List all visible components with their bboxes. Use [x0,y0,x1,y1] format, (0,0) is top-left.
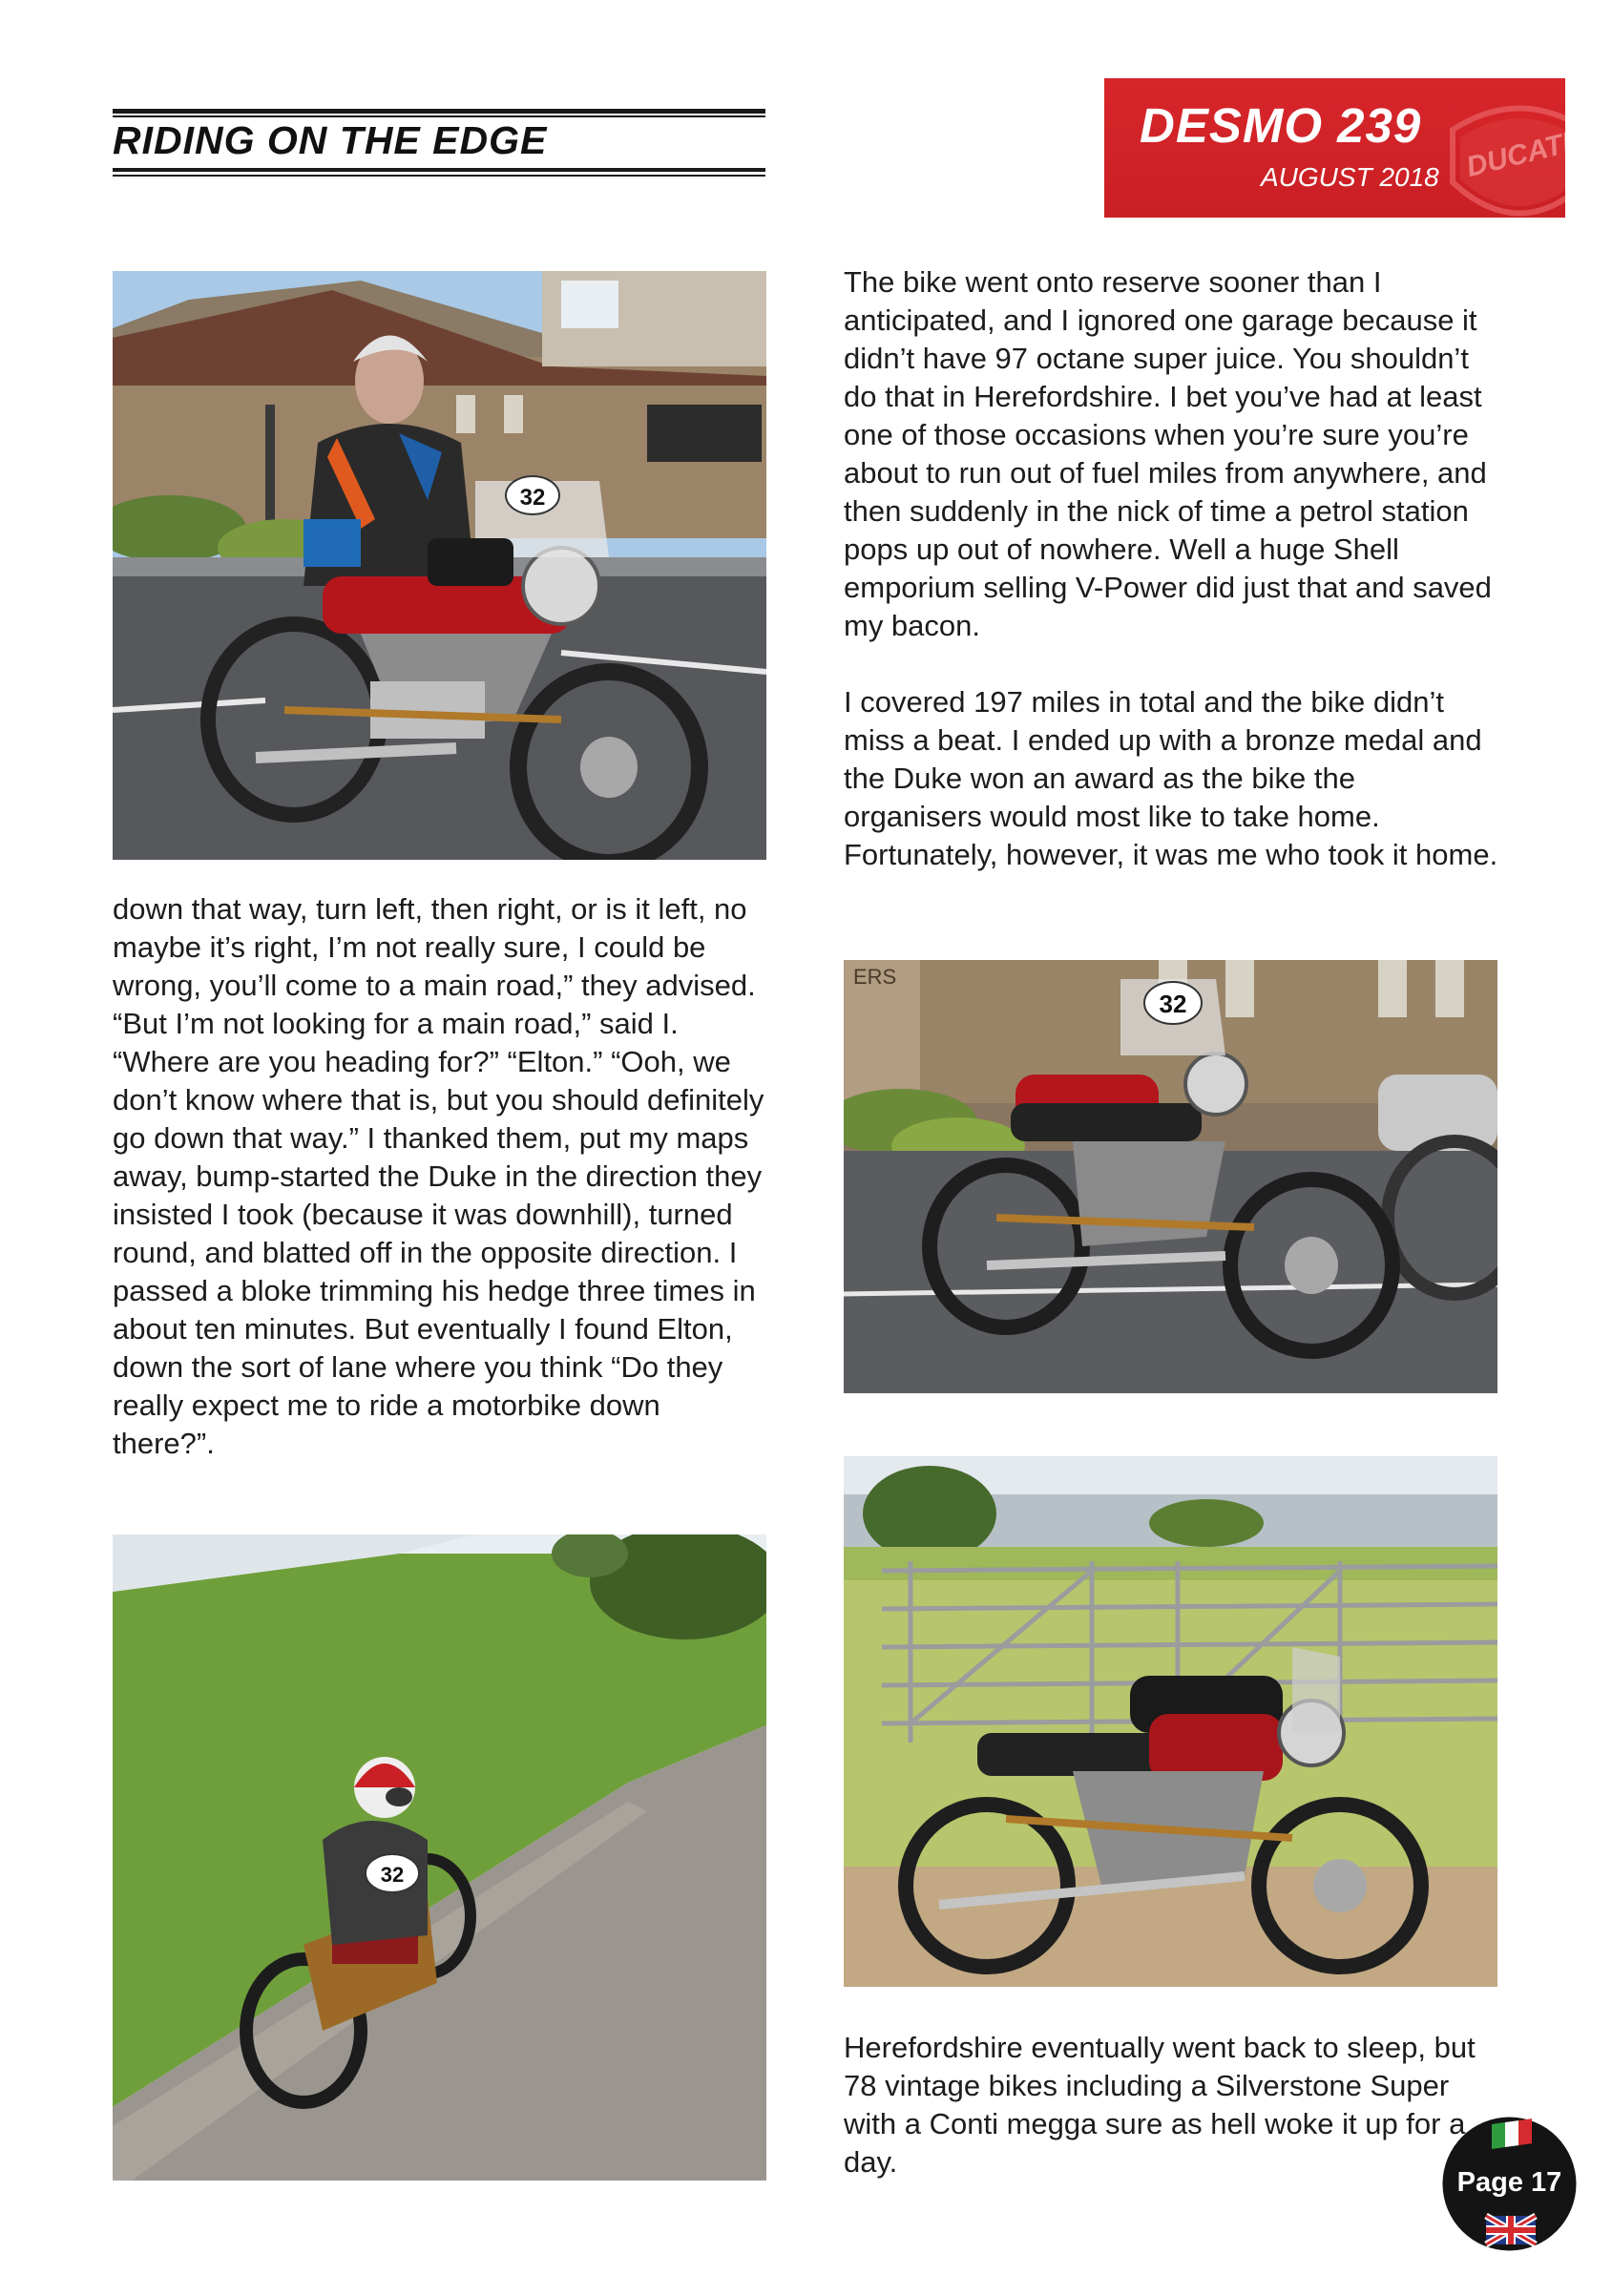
left-paragraph: down that way, turn left, then right, or is it left, no maybe it’s right, I’m not really sure, I could be wrong, you’ll come to a main road,” they advised. “But I’m not looking for a main road,” said I. “Where are you heading for?” “Elton.” “Ooh, we don’t know where that is, but you should definitely go down that way.” I thanked them, put my maps away, bump-started the Duke in the direction they insisted I took (because it was downhill), turned round, and blatted off in the opposite direction. I passed a bloke trimming his hedge three times in about ten minutes. But eventually I found Elton, down the sort of lane where you think “Do they really expect me to ride a motorbike down there?”. [113,892,764,1460]
header-rule-top-thin [113,115,765,117]
header-rule-bottom-thin [113,175,765,177]
photo-gate-bike [844,1456,1497,1987]
race-number-plate: 32 [1159,990,1187,1018]
ducati-shield-logo [1443,92,1575,218]
closing-text: Herefordshire eventually went back to sleep, but 78 vintage bikes including a Silverstone Super with a Conti megga sure as hell woke it up for a day. [844,2031,1476,2179]
uk-flag-icon [1486,2216,1536,2244]
page-number-label: Page 17 [1456,2167,1562,2198]
page-badge [1442,2117,1577,2251]
right-column-text [844,263,1498,874]
masthead [1104,78,1575,218]
magazine-title: DESMO 239 [1140,98,1422,153]
race-number-plate: 32 [380,1863,405,1887]
section-title: RIDING ON THE EDGE [113,118,548,162]
race-number-plate: 32 [519,485,546,511]
ducati-logo-text: DUCATI [1463,127,1575,184]
photo-rider-with-bike [113,271,766,860]
header-rule-top-thick [113,109,765,114]
closing-paragraph [844,2029,1498,2181]
photo-parked-bike [844,960,1497,1393]
right-paragraph: I covered 197 miles in total and the bike didn’t miss a beat. I ended up with a bronze medal and the Duke won an award as the bike the organisers would most like to take home. Fortunately, however, it was me who took it home. [844,685,1498,871]
left-column-text [113,890,767,1463]
issue-date: AUGUST 2018 [1261,162,1439,192]
building-sign-text: ERS [853,965,897,989]
header-rule-bottom-thick [113,168,765,172]
right-paragraph: The bike went onto reserve sooner than I anticipated, and I ignored one garage because it didn’t have 97 octane super juice. You shouldn’t do that in Herefordshire. I bet you’ve had at least one of those occasions when you’re sure you’re about to run out of fuel miles from anywhere, and then suddenly in the nick of time a petrol station pops up out of nowhere. Well a huge Shell emporium selling V-Power did just that and saved my bacon. [844,265,1492,642]
photo-riding-lane [113,1534,766,2181]
